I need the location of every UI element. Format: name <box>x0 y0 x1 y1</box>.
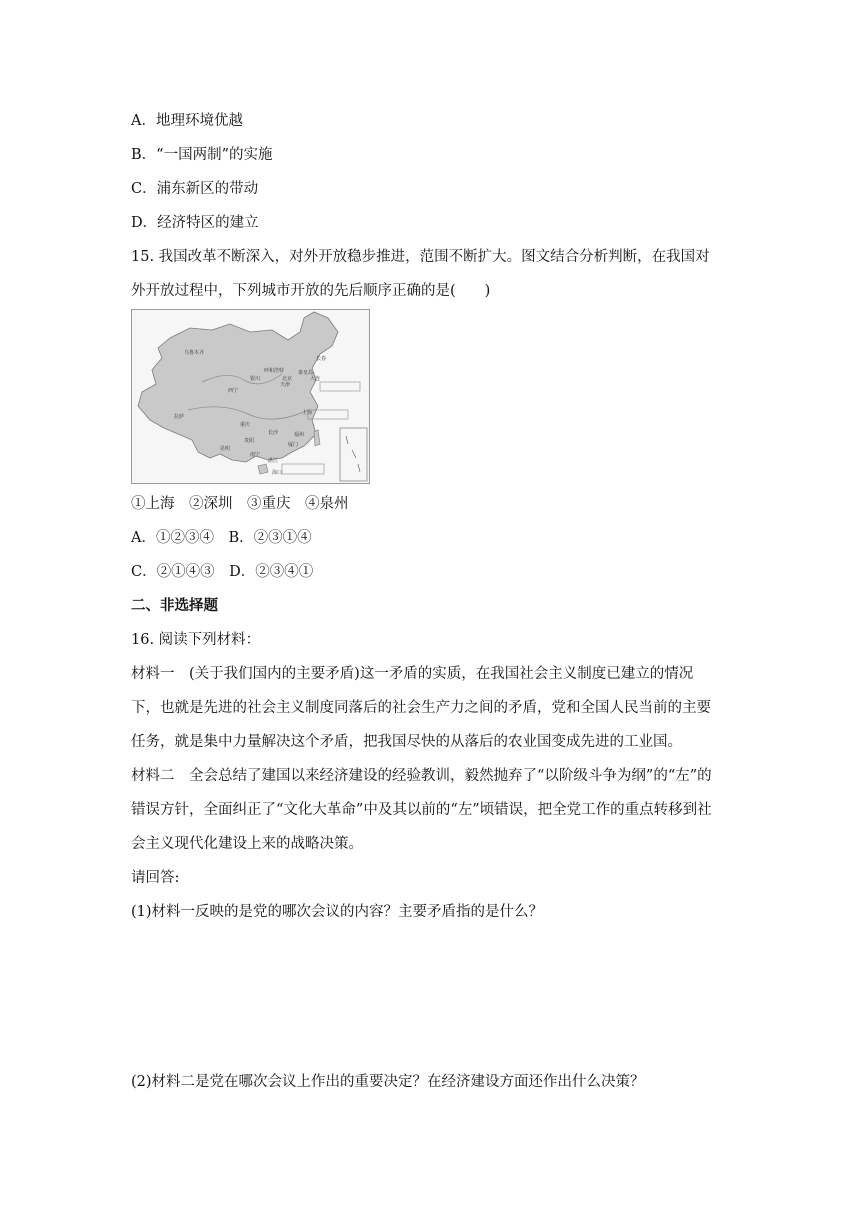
map-label-chongqing: 重庆 <box>240 422 251 428</box>
map-label-haikou: 海口 <box>272 470 283 476</box>
map-label-lhasa: 拉萨 <box>174 414 185 420</box>
map-label-qinhuangdao: 秦皇岛 <box>298 370 314 376</box>
map-label-kunming: 昆明 <box>220 446 231 452</box>
q15-cities: ①上海 ②深圳 ③重庆 ④泉州 <box>131 496 349 512</box>
map-label-xiamen: 厦门 <box>288 442 299 448</box>
q16-material1-line1: 材料一 (关于我们国内的主要矛盾)这一矛盾的实质，在我国社会主义制度已建立的情况 <box>131 666 694 682</box>
map-label-fuzhou: 福州 <box>294 432 305 438</box>
section-title: 二、非选择题 <box>131 597 218 614</box>
map-label-yinchuan: 银川 <box>250 376 261 382</box>
map-label-changchun: 长春 <box>316 356 327 362</box>
hainan-island-shape <box>258 464 268 474</box>
map-legend-box-3 <box>282 464 324 474</box>
q16-material2-line1: 材料二 全会总结了建国以来经济建设的经验教训，毅然抛弃了“以阶级斗争为纲”的“左”的 <box>131 768 712 784</box>
q16-subquestion-2: (2)材料二是党在哪次会议上作出的重要决定？在经济建设方面还作出什么决策？ <box>131 1074 645 1090</box>
south-sea-inset <box>340 428 367 481</box>
q16-prompt: 请回答: <box>131 870 180 886</box>
q16-material2-line3: 会主义现代化建设上来的战略决策。 <box>131 836 363 852</box>
map-label-tianjin: 天津 <box>280 382 291 388</box>
q16-intro: 16. 阅读下列材料： <box>131 632 261 648</box>
china-map-svg <box>132 310 369 483</box>
map-label-changsha: 长沙 <box>268 430 279 436</box>
map-label-guiyang: 贵阳 <box>244 438 255 444</box>
q15-stem-line2: 外开放过程中，下列城市开放的先后顺序正确的是( ) <box>131 283 491 299</box>
map-label-shanghai: 上海 <box>302 410 313 416</box>
map-label-beijing: 北京 <box>282 376 293 382</box>
q16-material1-line3: 任务，就是集中力量解决这个矛盾，把我国尽快的从落后的农业国变成先进的工业国。 <box>131 734 682 750</box>
q15-stem-line1: 15. 我国改革不断深入，对外开放稳步推进，范围不断扩大。图文结合分析判断，在我国对 <box>131 249 710 265</box>
map-label-urumqi: 乌鲁木齐 <box>184 350 205 356</box>
map-label-xining: 西宁 <box>228 388 239 394</box>
q14-option-d: D．经济特区的建立 <box>131 215 259 231</box>
q16-material2-line2: 错误方针，全面纠正了“文化大革命”中及其以前的“左”顷错误，把全党工作的重点转移到社 <box>131 802 712 818</box>
china-map-figure <box>131 309 370 484</box>
taiwan-island-shape <box>314 430 320 446</box>
q14-option-c: C．浦东新区的带动 <box>131 181 259 197</box>
map-label-hohhot: 呼和浩特 <box>264 368 285 374</box>
map-legend-box-1 <box>320 382 360 391</box>
map-label-zhanjiang: 湛江 <box>268 458 279 464</box>
china-mainland-shape <box>138 312 338 462</box>
map-label-nanning: 南宁 <box>250 452 261 458</box>
q15-options-row2: C．②①④③ D．②③④① <box>131 564 314 580</box>
q15-options-row1: A．①②③④ B．②③①④ <box>131 530 312 546</box>
map-label-dalian: 大连 <box>310 376 321 382</box>
q16-subquestion-1: (1)材料一反映的是党的哪次会议的内容？主要矛盾指的是什么？ <box>131 904 544 920</box>
q16-material1-line2: 下，也就是先进的社会主义制度同落后的社会生产力之间的矛盾，党和全国人民当前的主要 <box>131 700 711 716</box>
q14-option-a: A．地理环境优越 <box>131 113 243 129</box>
q14-option-b: B．“一国两制”的实施 <box>131 147 273 163</box>
